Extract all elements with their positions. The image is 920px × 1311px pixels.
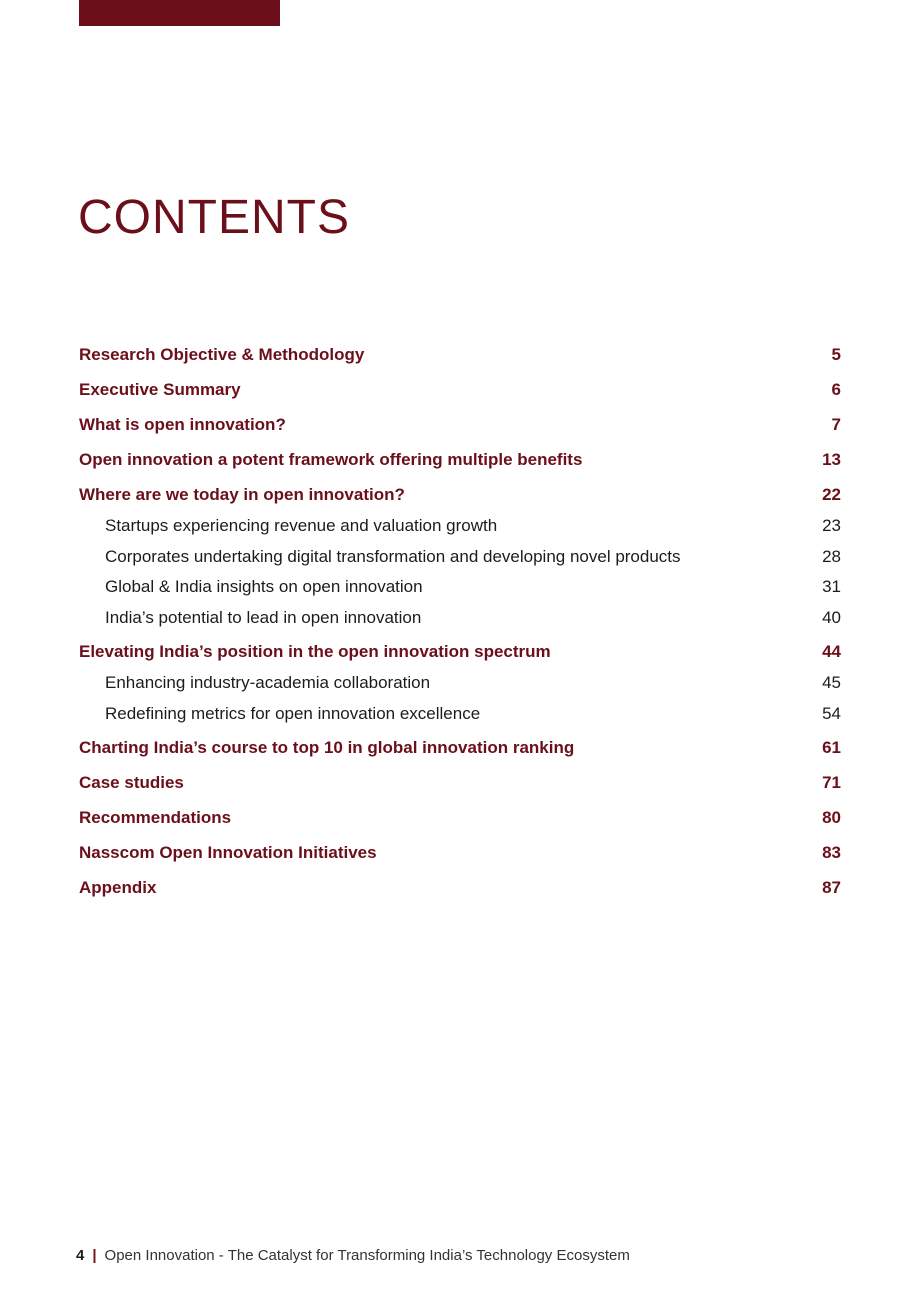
toc-entry-page: 87: [822, 878, 841, 897]
toc-entry[interactable]: [79, 805, 841, 840]
toc-subentry-page: 40: [822, 607, 841, 627]
toc-entry[interactable]: [79, 412, 841, 447]
footer-document-title: Open Innovation - The Catalyst for Transforming India’s Technology Ecosystem: [104, 1247, 630, 1264]
toc-entry-label: Recommendations: [79, 808, 232, 827]
footer-separator: |: [92, 1247, 97, 1264]
footer-page-number: 4: [76, 1247, 85, 1264]
table-of-contents: [79, 342, 841, 910]
page-footer: [76, 1247, 630, 1264]
page-title: CONTENTS: [78, 191, 350, 244]
toc-entry[interactable]: [79, 735, 841, 770]
toc-entry-label: Where are we today in open innovation?: [79, 485, 405, 504]
toc-entry[interactable]: [79, 770, 841, 805]
toc-entry-label: Case studies: [79, 773, 184, 792]
toc-entry[interactable]: [79, 639, 841, 670]
toc-entry[interactable]: [79, 447, 841, 482]
toc-entry-page: 80: [822, 808, 841, 827]
toc-subentry-label: Corporates undertaking digital transformation and developing novel products: [105, 546, 681, 566]
toc-entry-page: 71: [822, 773, 841, 792]
toc-subentry-label: Startups experiencing revenue and valuation growth: [105, 516, 498, 535]
toc-subentry[interactable]: [79, 544, 841, 575]
toc-entry-page: 44: [822, 642, 841, 661]
toc-subentry-label: Global & India insights on open innovation: [105, 577, 423, 596]
top-accent-bar: [79, 0, 280, 26]
toc-entry-page: 6: [831, 380, 841, 399]
toc-entry[interactable]: [79, 875, 841, 910]
toc-entry-label: Executive Summary: [79, 380, 241, 399]
toc-subentry-page: 31: [822, 577, 841, 596]
toc-subentry-label: Redefining metrics for open innovation excellence: [105, 703, 481, 723]
toc-entry-page: 13: [822, 450, 841, 469]
toc-subentry[interactable]: [79, 574, 841, 605]
toc-entry-label: Charting India’s course to top 10 in global innovation ranking: [79, 738, 575, 757]
toc-entry-label: What is open innovation?: [79, 415, 286, 434]
toc-subentry[interactable]: [79, 605, 841, 640]
toc-subentry-label: Enhancing industry-academia collaboration: [105, 673, 431, 692]
toc-entry[interactable]: [79, 377, 841, 412]
toc-subentry[interactable]: [79, 513, 841, 544]
toc-subentry-page: 54: [822, 703, 841, 723]
toc-entry[interactable]: [79, 342, 841, 377]
toc-entry-page: 22: [822, 485, 841, 504]
toc-entry-label: Open innovation a potent framework offering multiple benefits: [79, 450, 583, 469]
toc-subentry[interactable]: [79, 701, 841, 736]
toc-entry[interactable]: [79, 482, 841, 513]
toc-subentry-page: 28: [822, 546, 841, 566]
toc-entry-label: Nasscom Open Innovation Initiatives: [79, 843, 377, 862]
toc-subentry-page: 45: [822, 673, 841, 692]
toc-entry-label: Appendix: [79, 878, 157, 897]
toc-entry[interactable]: [79, 840, 841, 875]
toc-subentry[interactable]: [79, 670, 841, 701]
toc-subentry-page: 23: [822, 516, 841, 535]
toc-entry-label: Elevating India’s position in the open innovation spectrum: [79, 642, 551, 661]
toc-entry-page: 7: [831, 415, 841, 434]
toc-entry-label: Research Objective & Methodology: [79, 345, 365, 364]
toc-entry-page: 5: [831, 345, 841, 364]
toc-subentry-label: India’s potential to lead in open innovation: [105, 607, 422, 627]
toc-entry-page: 61: [822, 738, 841, 757]
toc-entry-page: 83: [822, 843, 841, 862]
